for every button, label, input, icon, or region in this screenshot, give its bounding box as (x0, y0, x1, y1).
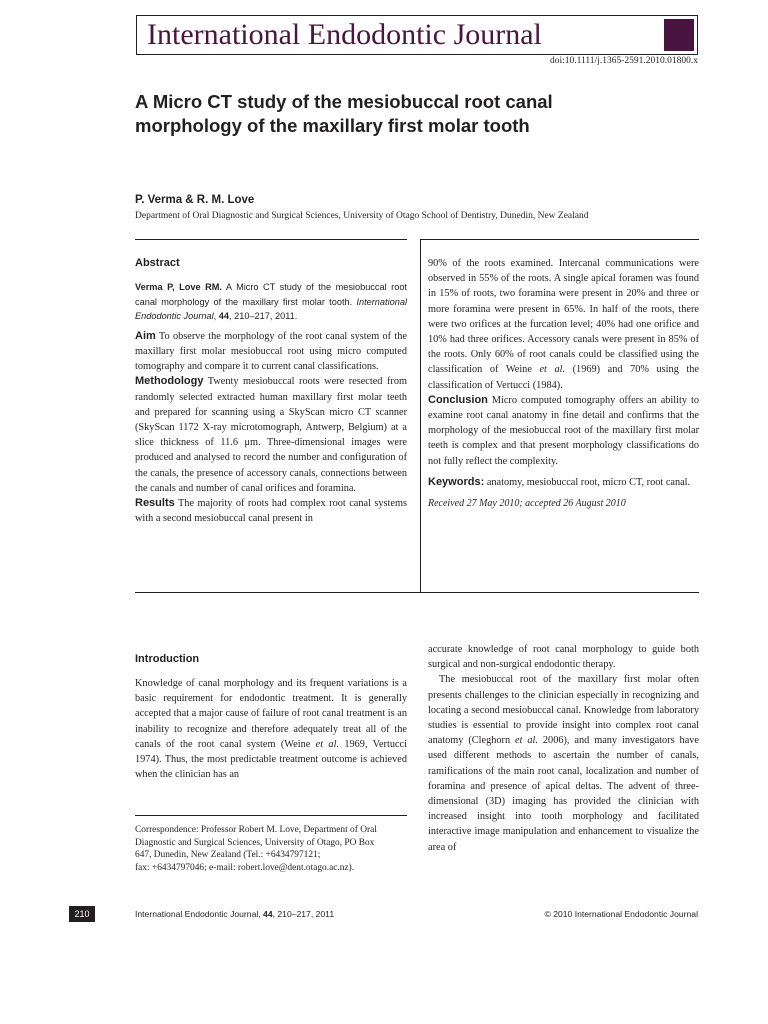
footer-volume: 44 (263, 909, 273, 919)
introduction-paragraph-1-continued: accurate knowledge of root canal morphology to guide both surgical and non-surgical endodontic therapy. (428, 644, 699, 671)
journal-name: International Endodontic Journal (147, 18, 542, 51)
abstract-top-rule-right (420, 239, 699, 240)
received-date: Received 27 May 2010; accepted 26 August 2010 (428, 498, 626, 510)
correspondence-line-2: Diagnostic and Surgical Sciences, University of Otago, PO Box (135, 837, 375, 848)
abstract-conclusion (428, 393, 699, 469)
abstract-heading: Abstract (135, 257, 180, 269)
introduction-left-column (135, 652, 407, 782)
journal-header-box (136, 15, 698, 55)
intro-right-text-2: 2006), and many investigators have used different methods to ascertain the number of canals, ramifications of the main root canal, localization and number of foramina and presence of apical deltas. The advent of three-dimensional (3D) imaging has provided the clinician with increased insight into tooth morphology and facilitated interactive image manipulation and enhancement to visualize the area of (428, 735, 699, 853)
article-title (135, 90, 735, 138)
citation-journal: International Endodontic Journal (135, 296, 407, 322)
intro-left-text-2: 1969, Vertucci 1974). Thus, the most predictable treatment outcome is achieved when the clinician has an (135, 738, 407, 781)
methodology-text: Twenty mesiobuccal roots were resected from randomly selected extracted human maxillary first molar teeth and prepared for scanning using a SkyScan micro CT scanner (SkyScan 1172 X-ray microtomograph, Antwerp, Belgium) at a slice thickness of 11.6 μm. Three-dimensional images were produced and analysed to record the number and configuration of the canals, the presence of accessory canals, connections between the canals and number of canal orifices and foramina. (135, 376, 407, 494)
footer-citation (135, 909, 334, 920)
keywords-text: anatomy, mesiobuccal root, micro CT, root canal. (484, 476, 691, 488)
citation-pages: , 210–217, 2011. (229, 311, 298, 322)
abstract-top-rule-left (135, 239, 407, 240)
intro-right-text-1: The mesiobuccal root of the maxillary first molar often presents challenges to the clinician especially in recognizing and locating a second mesiobuccal canal. Knowledge from laboratory studies is essential to provide insight into complex root canal anatomy (Cleghorn (428, 674, 699, 747)
results-cont-text-2: (1969) and 70% using the classification of Vertucci (1984). (428, 364, 699, 391)
introduction-right-column (428, 642, 699, 855)
abstract-aim (135, 329, 407, 375)
intro-left-text-1: Knowledge of canal morphology and its frequent variations is a basic requirement for endodontic treatment. It is generally accepted that a major cause of failure of root canal treatment is an inability to recognize and therefore adequately treat all of the canals of the root canal system (Weine (135, 678, 407, 750)
abstract-column-divider (420, 239, 421, 592)
footer-copyright: © 2010 International Endodontic Journal (544, 909, 698, 919)
abstract-methodology (135, 374, 407, 496)
abstract-bottom-rule (135, 592, 699, 593)
results-label: Results (135, 497, 175, 510)
footer-journal: International Endodontic Journal (135, 909, 259, 919)
conclusion-text: Micro computed tomography offers an ability to examine root canal anatomy in fine detail and confirms that the morphology of the mesiobuccal root of the maxillary first molar teeth is complex and that present morphology classifications do not fully reflect the complexity. (428, 394, 699, 467)
page-number: 210 (69, 906, 95, 922)
journal-logo-square (664, 19, 694, 51)
aim-text: To observe the morphology of the root canal system of the maxillary first molar mesiobuccal root using micro computed tomography and compare it to current canal classifications. (135, 330, 407, 373)
doi: doi:10.1111/j.1365-2591.2010.01800.x (549, 56, 698, 66)
abstract-citation (135, 280, 407, 324)
abstract-left-column (135, 256, 407, 526)
intro-left-etal: et al. (315, 738, 340, 750)
footer-separator: , (258, 909, 264, 919)
abstract-results (135, 496, 407, 526)
footer-pages: , 210–217, 2011 (272, 909, 335, 919)
results-text: The majority of roots had complex root canal systems with a second mesiobuccal canal present in (135, 498, 407, 525)
correspondence (135, 824, 407, 874)
introduction-heading: Introduction (135, 653, 200, 665)
citation-volume: 44 (218, 311, 230, 322)
abstract-results-continued (428, 256, 699, 393)
correspondence-rule (135, 815, 407, 816)
keywords-label: Keywords: (428, 475, 485, 488)
results-cont-etal: et al. (539, 364, 566, 376)
introduction-paragraph-1 (135, 676, 407, 782)
intro-right-etal: et al. (515, 735, 538, 747)
abstract-right-column (428, 256, 699, 511)
citation-authors: Verma P, Love RM. (135, 282, 222, 292)
correspondence-line-3: 647, Dunedin, New Zealand (Tel.: +6434797121; (135, 850, 321, 861)
affiliation: Department of Oral Diagnostic and Surgical Sciences, University of Otago School of Dentistry, Dunedin, New Zealand (135, 211, 589, 221)
citation-title: A Micro CT study of the mesiobuccal root canal morphology of the maxillary first molar tooth. (135, 282, 407, 307)
article-title-line-2: morphology of the maxillary first molar tooth (135, 115, 530, 136)
abstract-keywords (428, 475, 699, 490)
conclusion-label: Conclusion (428, 393, 488, 406)
authors: P. Verma & R. M. Love (135, 194, 255, 206)
article-title-line-1: A Micro CT study of the mesiobuccal root canal (135, 91, 553, 112)
correspondence-line-1: Correspondence: Professor Robert M. Love, Department of Oral (135, 825, 377, 835)
aim-label: Aim (135, 329, 156, 342)
citation-separator: , (213, 311, 219, 322)
results-cont-text-1: 90% of the roots examined. Intercanal communications were observed in 55% of the roots. A single apical foramen was found in 15% of roots, two foramina were present in 20% and three or more foramina were present in 65%. In half of the roots, there were two orifices at the furcation level; 40% had one orifice and 10% had three orifices. Accessory canals were present in 85% of the roots. Only 60% of root canals could be classified using the classification of Weine (428, 258, 699, 376)
methodology-label: Methodology (135, 375, 204, 388)
correspondence-line-4: fax: +6434797046; e-mail: robert.love@dent.otago.ac.nz). (135, 862, 355, 873)
introduction-paragraph-2 (428, 672, 699, 854)
